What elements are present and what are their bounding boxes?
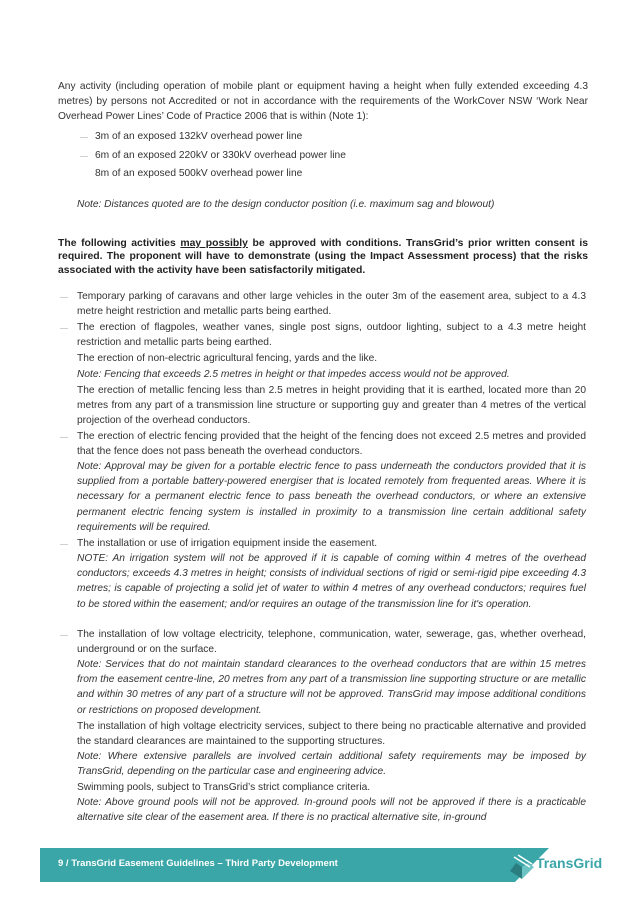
list-item-note: Note: Approval may be given for a portable electric fence to pass underneath the conductors provided that it is supplied from a portable battery-powered energiser that is located remotely from frequented areas. Where it is necessary for a permanent electric fence to pass beneath the overhead conductors, or where an extensive permanent electric fencing system is installed in proximity to a transmission line certain additional safety requirements will be required. bbox=[77, 461, 586, 533]
list-item: The erection of electric fencing provided that the height of the fencing does not exceed 2.5 metres and provided that the fence does not pass beneath the overhead conductors. bbox=[77, 431, 586, 458]
list-item: Swimming pools, subject to TransGrid’s strict compliance criteria. bbox=[77, 782, 371, 793]
intro-list-item: 3m of an exposed 132kV overhead power line bbox=[95, 131, 303, 142]
intro-paragraph: Any activity (including operation of mobile plant or equipment having a height when fully extended exceeding 4.3 metres) by persons not Accredited or not in accordance with the requirements of the WorkCover NSW ‘Work Near Overhead Power Lines’ Code of Practice 2006 that is within (Note 1): bbox=[58, 81, 588, 123]
intro-note: Note: Distances quoted are to the design conductor position (i.e. maximum sag and blowout) bbox=[77, 199, 495, 210]
footer-text: 9 / TransGrid Easement Guidelines – Third Party Development bbox=[58, 858, 338, 869]
conditions-heading bbox=[58, 237, 588, 277]
list-bullet bbox=[60, 297, 68, 298]
list-item-note: Note: Where extensive parallels are involved certain additional safety requirements may be imposed by TransGrid, depending on the particular case and engineering advice. bbox=[77, 751, 586, 778]
list-bullet bbox=[80, 137, 88, 138]
heading-text: be approved with conditions. TransGrid’s prior written consent is required. The proponent will have to demonstrate (using the Impact Assessment process) that the risks associated with the activity have been satisfactorily mitigated. bbox=[58, 238, 589, 276]
list-item: Temporary parking of caravans and other large vehicles in the outer 3m of the easement area, subject to a 4.3 metre height restriction and metallic parts being earthed. bbox=[77, 291, 586, 318]
list-item: The erection of flagpoles, weather vanes, single post signs, outdoor lighting, subject to a 4.3 metre height restriction and metallic parts being earthed. bbox=[77, 322, 586, 349]
list-item: The erection of metallic fencing less than 2.5 metres in height providing that it is earthed, located more than 20 metres from any part of a transmission line structure or supporting guy and greater than 4 metres of the vertical projection of the overhead conductors. bbox=[77, 385, 586, 427]
list-bullet bbox=[80, 156, 88, 157]
list-item: The installation of low voltage electricity, telephone, communication, water, sewerage, gas, whether overhead, underground or on the surface. bbox=[77, 629, 586, 656]
list-bullet bbox=[60, 437, 68, 438]
list-item-note: Note: Above ground pools will not be approved. In-ground pools will not be approved if there is a practicable alternative site clear of the easement area. If there is no practical alternative site, in-ground bbox=[77, 797, 586, 824]
list-bullet bbox=[60, 635, 68, 636]
list-item-note: Note: Fencing that exceeds 2.5 metres in height or that impedes access would not be approved. bbox=[77, 369, 510, 380]
intro-list-item: 8m of an exposed 500kV overhead power line bbox=[95, 168, 303, 179]
list-bullet bbox=[60, 328, 68, 329]
list-item-note: NOTE: An irrigation system will not be approved if it is capable of coming within 4 metres of the overhead conductors; exceeds 4.3 metres in height; consists of individual sections of rigid or semi-rigid pipe exceeding 4.3 metres; is capable of projecting a solid jet of water to within 4 metres of any overhead conductors; requires fuel to be stored within the easement; and/or requires an outage of the transmission line for it's operation. bbox=[77, 553, 586, 610]
list-item: The installation of high voltage electricity services, subject to there being no practicable alternative and provided the standard clearances are maintained to the supporting structures. bbox=[77, 721, 586, 748]
list-bullet bbox=[60, 544, 68, 545]
heading-text: The following activities bbox=[58, 238, 181, 249]
list-item-note: Note: Services that do not maintain standard clearances to the overhead conductors that are within 15 metres from the easement centre-line, 20 metres from any part of a transmission line supporting structure or are metallic and within 30 metres of any part of a structure will not be approved. TransGrid may impose additional conditions or restrictions on proposed development. bbox=[77, 659, 586, 716]
list-item: The installation or use of irrigation equipment inside the easement. bbox=[77, 538, 378, 549]
heading-underlined: may possibly bbox=[180, 238, 248, 249]
intro-list-item: 6m of an exposed 220kV or 330kV overhead power line bbox=[95, 150, 346, 161]
list-item: The erection of non-electric agricultural fencing, yards and the like. bbox=[77, 353, 378, 364]
brand-name: TransGrid bbox=[536, 855, 603, 871]
transgrid-logo-icon bbox=[508, 850, 536, 880]
